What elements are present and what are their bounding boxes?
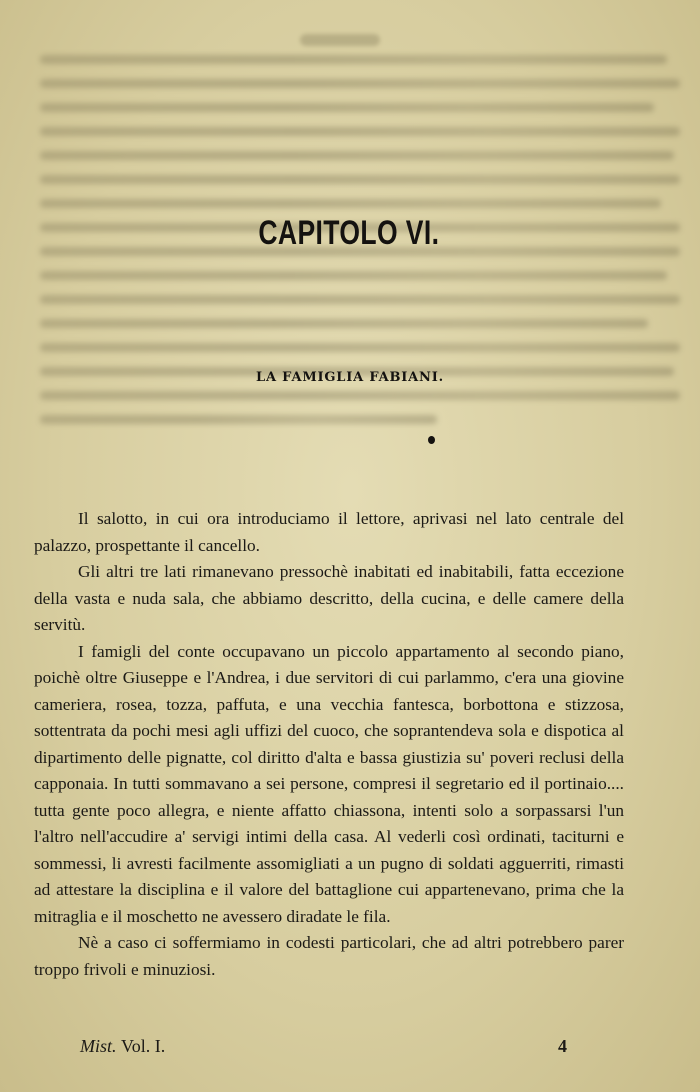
- ornament-dot: [428, 436, 435, 444]
- paragraph: Il salotto, in cui ora introduciamo il lettore, aprivasi nel lato centrale del palazzo, prospettante il cancello.: [34, 509, 624, 555]
- bleed-through-text: [40, 40, 680, 500]
- signature-mark: [80, 1036, 165, 1057]
- signature-title: Mist.: [80, 1036, 117, 1056]
- sheet-number: 4: [558, 1036, 567, 1056]
- section-title: LA FAMIGLIA FABIANI.: [256, 370, 444, 385]
- body-text: [34, 506, 624, 983]
- paragraph: I famigli del conte occupavano un piccolo appartamento al secondo piano, poichè oltre Giuseppe e l'Andrea, i due servitori di cui parlammo, c'era una giovine cameriera, rosea, tozza, paffuta, e una vecchia fantesca, borbottona e stizzosa, sottentrata da pochi mesi agli uffizi del cuoco, che soprantendeva sola e dispotica al dipartimento delle pignatte, col diritto d'alta e bassa giustizia su' poveri reclusi della capponaia. In tutti sommavano a sei persone, compresi il segretario ed il portinaio.... tutta gente poco allegra, e niente affatto chiassona, intenti solo a sorpassarsi l'un l'altro nell'accudire a' servigi intimi della casa. Al vederli così ordinati, taciturni e sommessi, li avresti facilmente assomigliati a un pugno di soldati agguerriti, rimasti ad attestare la disciplina e il valore del battaglione cui appartenevano, prima che la mitraglia e il moschetto ne avessero diradate le fila.: [34, 641, 624, 926]
- paragraph: Gli altri tre lati rimanevano pressochè inabitati ed inabitabili, fatta eccezione della vasta e nuda sala, che abbiamo descritto, della cucina, e delle camere della servitù.: [34, 562, 624, 634]
- chapter-title: CAPITOLO VI.: [258, 214, 440, 252]
- paragraph: Nè a caso ci soffermiamo in codesti particolari, che ad altri potrebbero parer troppo frivoli e minuziosi.: [34, 933, 624, 979]
- page-footer: [0, 1036, 700, 1062]
- signature-volume: Vol. I.: [121, 1036, 166, 1056]
